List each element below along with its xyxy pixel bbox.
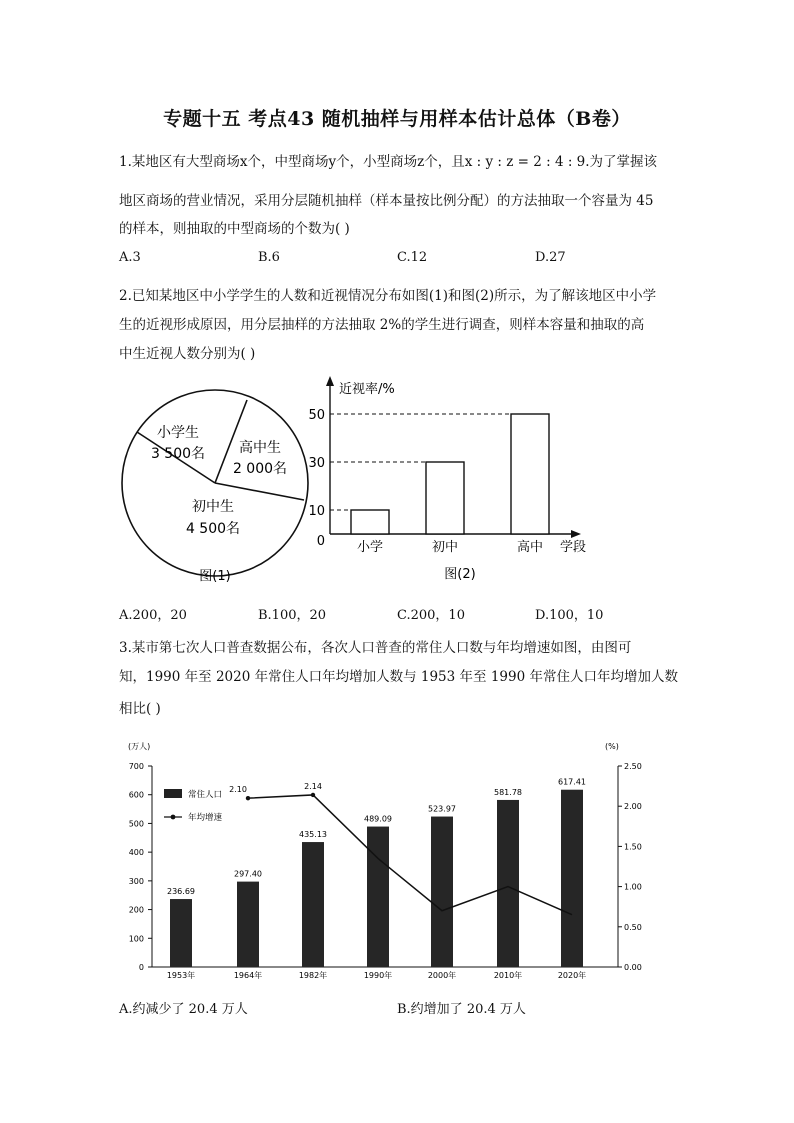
x-tick-label: 小学 (356, 540, 384, 555)
right-tick-label: 1.00 (624, 882, 642, 892)
pie-slice-value: 3 500名 (150, 446, 206, 462)
population-bar-label: 236.69 (167, 887, 195, 897)
population-bar-label: 617.41 (558, 777, 586, 787)
y-tick-label: 10 (308, 504, 325, 519)
y-axis-label: 近视率/% (339, 382, 395, 397)
growth-point-label: 2.10 (229, 785, 247, 795)
population-bar-label: 489.09 (364, 814, 392, 824)
x-axis-label: 学段 (560, 540, 587, 555)
population-bar (302, 842, 324, 967)
bar (511, 414, 549, 534)
q1-line-3: 的样本，则抽取的中型商场的个数为( ) (119, 221, 350, 237)
population-bar-label: 435.13 (299, 830, 327, 840)
pie-slice-label: 初中生 (192, 499, 234, 515)
q2-option-c[interactable]: C.200，10 (397, 608, 465, 623)
population-bar (431, 817, 453, 967)
population-bar-label: 297.40 (234, 869, 262, 879)
x-tick-label: 1982年 (298, 971, 328, 980)
left-tick-label: 500 (128, 819, 144, 829)
q1-option-d[interactable]: D.27 (535, 250, 566, 265)
left-tick-label: 0 (138, 963, 144, 972)
population-bar (561, 790, 583, 967)
myopia-bar-chart (305, 372, 605, 587)
population-bar (367, 827, 389, 967)
growth-point-label: 2.14 (304, 781, 322, 791)
page-title: 专题十五 考点43 随机抽样与用样本估计总体（B卷） (163, 108, 631, 130)
left-axis-unit: (万人) (128, 742, 151, 751)
q1-option-a[interactable]: A.3 (119, 250, 141, 265)
legend-line-label: 年均增速 (188, 813, 223, 823)
population-bar (237, 882, 259, 967)
q2-option-d[interactable]: D.100，10 (535, 608, 604, 623)
population-bar-label: 581.78 (494, 787, 522, 797)
x-tick-label: 高中 (516, 540, 544, 555)
q2-option-b[interactable]: B.100，20 (258, 608, 327, 623)
q1-line-2: 地区商场的营业情况，采用分层随机抽样（样本量按比例分配）的方法抽取一个容量为 45 (119, 193, 654, 209)
left-tick-label: 200 (128, 905, 144, 915)
x-tick-label: 初中 (431, 540, 459, 555)
q2-line-3: 中生近视人数分别为( ) (119, 346, 256, 362)
legend-bar-swatch (164, 789, 182, 798)
population-bar-label: 523.97 (428, 804, 456, 814)
left-tick-label: 600 (128, 790, 144, 800)
right-tick-label: 0.00 (624, 963, 642, 972)
x-tick-label: 1990年 (363, 971, 393, 980)
bar-caption: 图(2) (444, 567, 476, 582)
pie-slice-value: 2 000名 (232, 461, 288, 477)
q2-line-1: 2.已知某地区中小学学生的人数和近视情况分布如图(1)和图(2)所示，为了解该地区中小学 (119, 288, 657, 304)
x-axis-arrow (571, 530, 581, 538)
population-chart (110, 738, 640, 983)
left-tick-label: 700 (128, 762, 144, 771)
population-bar (497, 800, 519, 967)
left-tick-label: 300 (128, 876, 144, 886)
q3-line-1: 3.某市第七次人口普查数据公布，各次人口普查的常住人口数与年均增速如图，由图可 (119, 640, 632, 656)
legend-line-marker (171, 815, 176, 820)
q3-line-2: 知，1990 年至 2020 年常住人口年均增加人数与 1953 年至 1990 年常住人口年均增加人数 (119, 669, 678, 685)
y-tick-label: 50 (308, 408, 325, 423)
right-tick-label: 2.00 (624, 802, 642, 812)
x-tick-label: 2000年 (427, 971, 457, 980)
x-tick-label: 1964年 (233, 971, 263, 980)
growth-point (311, 793, 315, 797)
y-tick-label: 0 (316, 534, 325, 549)
q1-option-c[interactable]: C.12 (397, 250, 428, 265)
q3-option-a[interactable]: A.约减少了 20.4 万人 (119, 1002, 248, 1017)
pie-slice-value: 4 500名 (185, 521, 241, 537)
bar (426, 462, 464, 534)
left-tick-label: 400 (128, 848, 144, 858)
q3-option-b[interactable]: B.约增加了 20.4 万人 (397, 1002, 526, 1017)
pie-slice-label: 高中生 (239, 440, 281, 456)
x-tick-label: 2020年 (557, 971, 587, 980)
y-axis-arrow (326, 376, 334, 386)
pie-caption: 图(1) (199, 569, 231, 584)
right-tick-label: 0.50 (624, 922, 642, 932)
q1-line-1: 1.某地区有大型商场x个，中型商场y个，小型商场z个，且x : y : z = 2 : 4 : 9.为了掌握该 (119, 154, 658, 170)
growth-line (248, 795, 572, 915)
pie-slice-label: 小学生 (157, 425, 199, 441)
right-tick-label: 1.50 (624, 842, 642, 852)
pie-chart (110, 385, 320, 595)
growth-point (246, 796, 250, 800)
bar (351, 510, 389, 534)
legend-bar-label: 常住人口 (188, 790, 223, 800)
q1-option-b[interactable]: B.6 (258, 250, 280, 265)
q2-option-a[interactable]: A.200，20 (119, 608, 187, 623)
q3-line-3: 相比( ) (119, 701, 161, 717)
x-tick-label: 1953年 (166, 971, 196, 980)
q2-line-2: 生的近视形成原因，用分层抽样的方法抽取 2%的学生进行调查，则样本容量和抽取的高 (119, 317, 645, 333)
population-bar (170, 899, 192, 967)
y-tick-label: 30 (308, 456, 325, 471)
right-tick-label: 2.50 (624, 762, 642, 771)
right-axis-unit: (%) (605, 742, 619, 751)
left-tick-label: 100 (128, 934, 144, 944)
x-tick-label: 2010年 (493, 971, 523, 980)
